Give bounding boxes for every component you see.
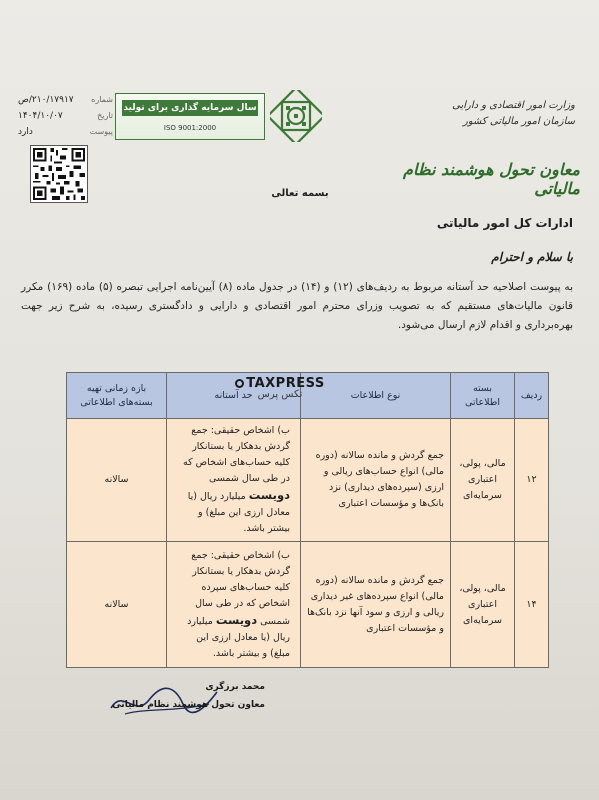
threshold-pre: ب) اشخاص حقیقی: جمع گردش بدهکار یا بستانکار کلیه حساب‌های اشخاص که در طی سال شمسی [183, 425, 290, 484]
signatory-title: معاون تحول هوشمند نظام مالیاتی [112, 700, 265, 710]
signatory-name: محمد برزگری [205, 682, 265, 692]
threshold-text [173, 423, 294, 537]
year-slogan: سال سرمایه گذاری برای تولید [122, 100, 258, 116]
attachment-row [18, 124, 113, 140]
threshold-pre: ب) اشخاص حقیقی: جمع گردش بدهکار یا بستانکار کلیه حساب‌های سپرده اشخاص که در طی سال شمسی [191, 549, 290, 627]
header-package: بسته اطلاعاتی [451, 373, 515, 419]
type-cell: جمع گردش و مانده سالانه (دوره مالی) انواع سپرده‌های غیر دیداری ریالی و ارزی و سود آنها نزد بانک‌ها و مؤسسات اعتباری [301, 542, 451, 668]
slogan-banner [115, 93, 265, 140]
threshold-amount: دویست [248, 488, 290, 502]
signature-block [105, 678, 265, 728]
threshold-cell [167, 419, 301, 542]
threshold-cell [167, 542, 301, 668]
package-cell: مالی، پولی، اعتباری سرمایه‌ای [451, 542, 515, 668]
letter-date: ۱۴۰۴/۱۰/۰۷ [18, 111, 63, 121]
reference-block [18, 92, 113, 140]
row-number: ۱۴ [515, 542, 549, 668]
tax-organization-emblem [270, 90, 322, 142]
invocation: بسمه تعالی [271, 188, 329, 199]
attachment-label: پیوست [89, 127, 113, 136]
threshold-table-wrapper [66, 372, 549, 668]
threshold-text [173, 548, 294, 662]
threshold-amount: دویست [215, 612, 258, 627]
type-cell: جمع گردش و مانده سالانه (دوره مالی) انواع حساب‌های ریالی و ارزی (سپرده‌های دیداری) نزد بانک‌ها و مؤسسات اعتباری [301, 419, 451, 542]
qr-code [30, 145, 88, 203]
letter-number: ۲۱۰/۱۷۹۱۷/ص [18, 95, 74, 105]
letter-date-row [18, 108, 113, 124]
threshold-table [66, 372, 549, 668]
header-period: بازه زمانی تهیه بسته‌های اطلاعاتی [67, 373, 167, 419]
iso-certificate: ISO 9001:2000 [163, 124, 217, 132]
ministry-name: وزارت امور اقتصادی و دارایی [452, 100, 575, 111]
period-cell: سالانه [67, 542, 167, 668]
letter-number-row [18, 92, 113, 108]
watermark-subtext: تکس پرس [257, 389, 303, 400]
header-type: نوع اطلاعات [301, 373, 451, 419]
number-label: شماره [91, 95, 113, 104]
threshold-post: میلیارد ریال (یا معادل ارزی این مبلغ) و بیشتر باشد. [187, 615, 290, 659]
attachment-value: دارد [18, 127, 33, 137]
organization-name: سازمان امور مالیاتی کشور [463, 116, 575, 127]
greeting: با سلام و احترام [491, 250, 573, 264]
table-header-row [67, 373, 549, 419]
table-row [67, 419, 549, 542]
watermark-text: TAXPRESS [246, 376, 325, 391]
date-label: تاریخ [97, 111, 113, 120]
table-row [67, 542, 549, 668]
letter-body: به پیوست اصلاحیه حد آستانه مربوط به ردیف‌های (۱۲) و (۱۴) در جدول ماده (۸) آیین‌نامه اجرایی تبصره (۵) ماده (۱۶۹) مکرر قانون مالیات‌های مستقیم که به تصویب وزرای محترم امور اقتصادی و دارایی و دادگستری رسیده، به شرح زیر جهت بهره‌برداری و اقدام لازم ارسال می‌شود. [21, 281, 573, 331]
deputy-office-title: معاون تحول هوشمند نظام مالیاتی [403, 160, 580, 198]
threshold-post: میلیارد ریال (یا معادل ارزی این مبلغ) و بیشتر باشد. [187, 491, 290, 534]
header-row-number: ردیف [515, 373, 549, 419]
ministry-heading [360, 98, 575, 130]
recipient: ادارات کل امور مالیاتی [436, 216, 573, 230]
row-number: ۱۲ [515, 419, 549, 542]
header-threshold: حد آستانه [167, 373, 301, 419]
package-cell: مالی، پولی، اعتباری سرمایه‌ای [451, 419, 515, 542]
period-cell: سالانه [67, 419, 167, 542]
